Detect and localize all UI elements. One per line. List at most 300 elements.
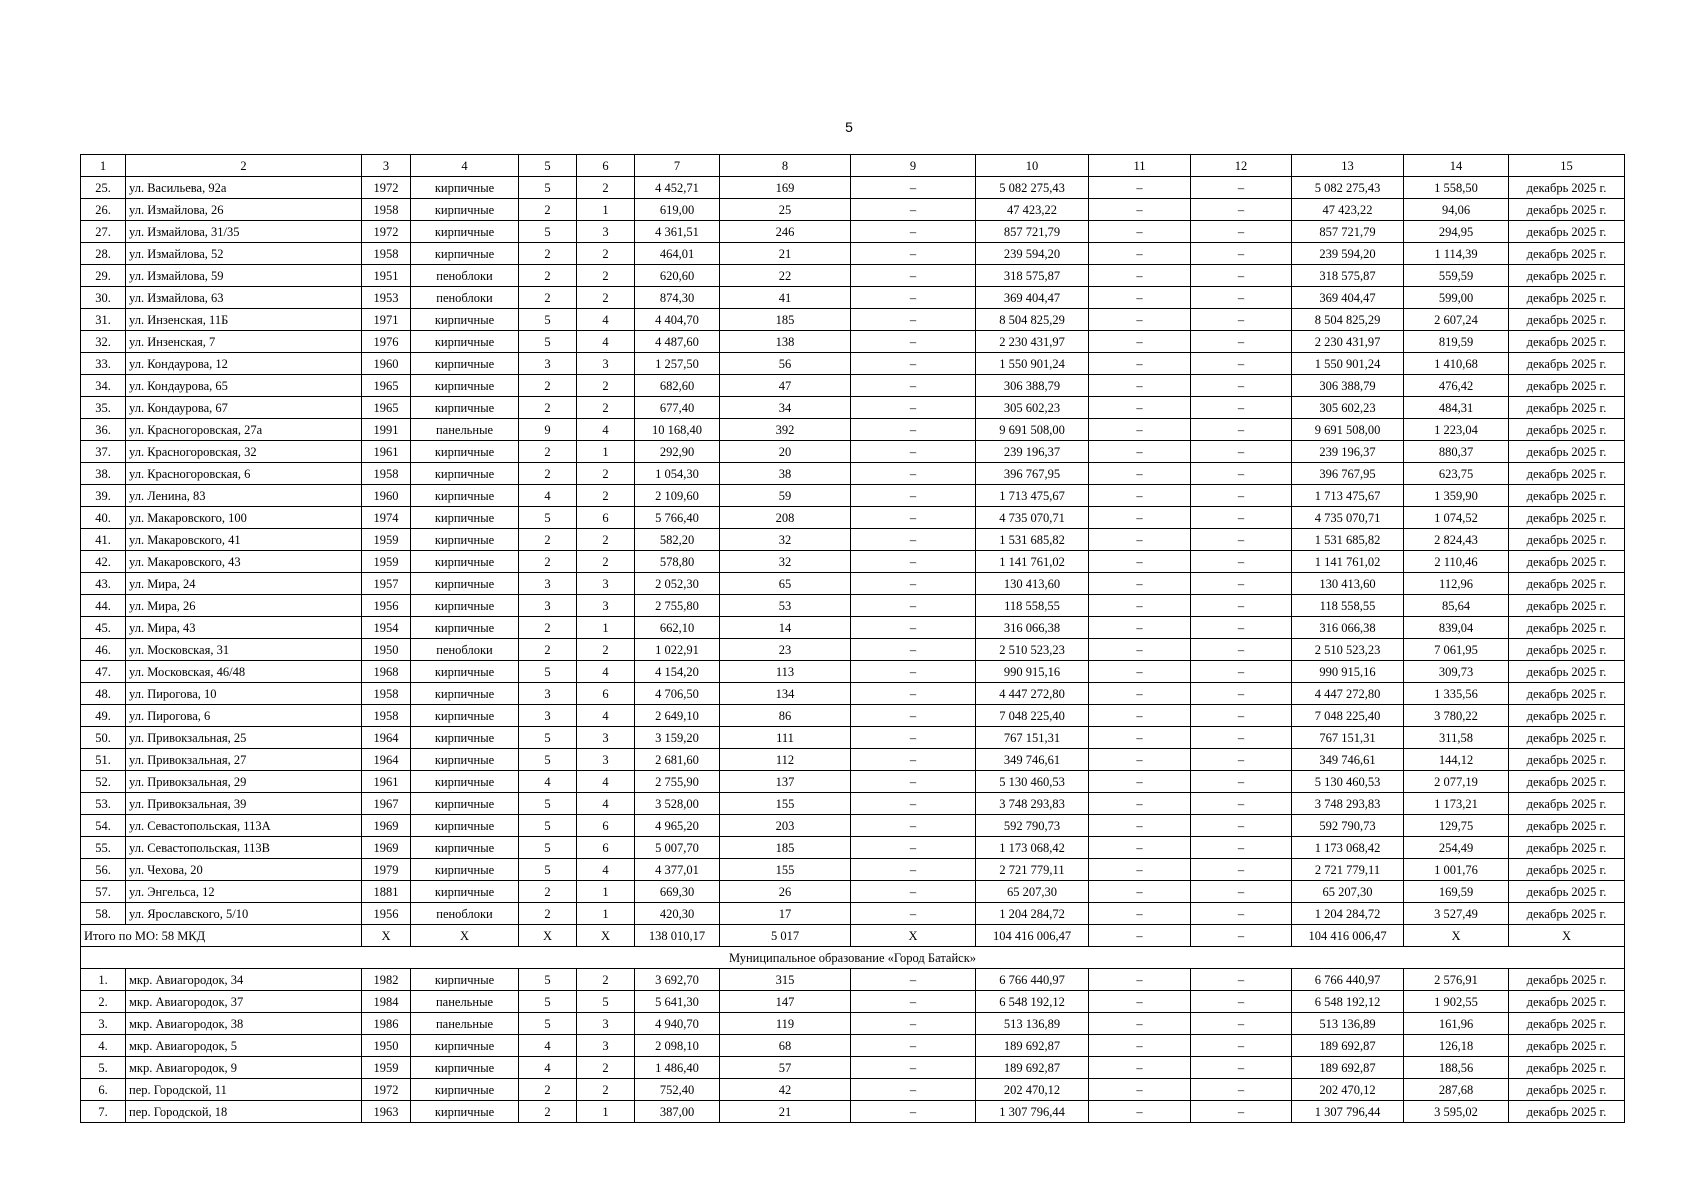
address-cell: пер. Городской, 18 [126, 1101, 362, 1123]
table-cell: 2 [519, 375, 577, 397]
total-cell: Х [411, 925, 519, 947]
table-cell: 1976 [362, 331, 411, 353]
table-cell: – [1191, 705, 1292, 727]
table-cell: 305 602,23 [976, 397, 1089, 419]
table-cell: 2 [519, 265, 577, 287]
table-cell: 592 790,73 [1292, 815, 1404, 837]
table-row [81, 265, 1625, 287]
table-cell: – [851, 309, 976, 331]
table-cell: 4 [577, 309, 635, 331]
total-section [81, 925, 1625, 969]
table-cell: 32 [720, 529, 851, 551]
header-cell: 5 [519, 155, 577, 177]
table-cell: декабрь 2025 г. [1509, 771, 1625, 793]
table-cell: – [1191, 837, 1292, 859]
table-cell: – [851, 1013, 976, 1035]
table-cell: 4 452,71 [635, 177, 720, 199]
table-cell: 1969 [362, 837, 411, 859]
table-cell: 2 052,30 [635, 573, 720, 595]
table-cell: 239 196,37 [1292, 441, 1404, 463]
table-cell: – [851, 639, 976, 661]
table-cell: 51. [81, 749, 126, 771]
table-cell: 880,37 [1404, 441, 1509, 463]
table-row [81, 441, 1625, 463]
table-cell: 3 [519, 705, 577, 727]
table-row [81, 727, 1625, 749]
table-cell: 21 [720, 1101, 851, 1123]
table-cell: 169 [720, 177, 851, 199]
table-cell: декабрь 2025 г. [1509, 815, 1625, 837]
table-cell: 5 [519, 661, 577, 683]
table-cell: кирпичные [411, 463, 519, 485]
header-cell: 7 [635, 155, 720, 177]
table-cell: – [1089, 529, 1191, 551]
table-cell: кирпичные [411, 595, 519, 617]
table-cell: 118 558,55 [1292, 595, 1404, 617]
table-cell: 1979 [362, 859, 411, 881]
address-cell: ул. Красногоровская, 32 [126, 441, 362, 463]
header-cell: 10 [976, 155, 1089, 177]
table-cell: – [1191, 529, 1292, 551]
table-cell: 25. [81, 177, 126, 199]
table-cell: – [1089, 859, 1191, 881]
table-row [81, 1101, 1625, 1123]
table-cell: 1968 [362, 661, 411, 683]
table-cell: – [1191, 749, 1292, 771]
table-row [81, 463, 1625, 485]
table-cell: – [851, 331, 976, 353]
table-cell: 3 [577, 727, 635, 749]
table-cell: 1 204 284,72 [976, 903, 1089, 925]
table-cell: – [851, 551, 976, 573]
table-cell: кирпичные [411, 837, 519, 859]
table-cell: 208 [720, 507, 851, 529]
table-cell: декабрь 2025 г. [1509, 353, 1625, 375]
table-cell: 7 061,95 [1404, 639, 1509, 661]
address-cell: ул. Васильева, 92а [126, 177, 362, 199]
table-row [81, 705, 1625, 727]
table-body-part-2 [81, 969, 1625, 1123]
housing-table [80, 154, 1625, 1123]
table-cell: 4 [577, 419, 635, 441]
table-cell: декабрь 2025 г. [1509, 397, 1625, 419]
table-cell: 155 [720, 859, 851, 881]
table-cell: 1 531 685,82 [976, 529, 1089, 551]
total-cell: Х [519, 925, 577, 947]
table-row [81, 177, 1625, 199]
table-cell: 65 [720, 573, 851, 595]
table-row [81, 397, 1625, 419]
table-row [81, 287, 1625, 309]
table-cell: – [1089, 639, 1191, 661]
table-cell: – [1191, 551, 1292, 573]
table-cell: 1 307 796,44 [1292, 1101, 1404, 1123]
table-cell: – [1191, 595, 1292, 617]
table-cell: 45. [81, 617, 126, 639]
table-cell: 3 528,00 [635, 793, 720, 815]
table-body-part-1 [81, 177, 1625, 925]
table-cell: кирпичные [411, 551, 519, 573]
table-cell: 1974 [362, 507, 411, 529]
table-row [81, 529, 1625, 551]
table-cell: 47. [81, 661, 126, 683]
table-cell: 2 [519, 529, 577, 551]
table-cell: 2 109,60 [635, 485, 720, 507]
table-cell: 2 230 431,97 [976, 331, 1089, 353]
table-cell: – [1191, 903, 1292, 925]
table-cell: – [1191, 507, 1292, 529]
table-cell: 2 [519, 287, 577, 309]
table-cell: – [851, 771, 976, 793]
table-cell: 2 [577, 1057, 635, 1079]
table-cell: декабрь 2025 г. [1509, 595, 1625, 617]
table-cell: 1 173 068,42 [976, 837, 1089, 859]
table-cell: 990 915,16 [976, 661, 1089, 683]
table-cell: 1959 [362, 551, 411, 573]
table-cell: 2 [577, 639, 635, 661]
table-cell: 6 766 440,97 [976, 969, 1089, 991]
table-cell: 28. [81, 243, 126, 265]
table-row [81, 661, 1625, 683]
table-cell: 2 721 779,11 [1292, 859, 1404, 881]
table-cell: 6 548 192,12 [976, 991, 1089, 1013]
table-cell: – [1191, 727, 1292, 749]
table-cell: 20 [720, 441, 851, 463]
table-cell: – [851, 243, 976, 265]
table-cell: – [1089, 265, 1191, 287]
total-cell: Х [1509, 925, 1625, 947]
table-cell: 4 [519, 771, 577, 793]
table-cell: – [1191, 881, 1292, 903]
address-cell: ул. Измайлова, 31/35 [126, 221, 362, 243]
table-cell: декабрь 2025 г. [1509, 507, 1625, 529]
table-cell: 305 602,23 [1292, 397, 1404, 419]
table-cell: декабрь 2025 г. [1509, 859, 1625, 881]
table-cell: – [1191, 177, 1292, 199]
table-cell: кирпичные [411, 683, 519, 705]
table-cell: 1 [577, 617, 635, 639]
table-cell: панельные [411, 1013, 519, 1035]
table-row [81, 331, 1625, 353]
table-cell: 48. [81, 683, 126, 705]
table-cell: 5 [519, 969, 577, 991]
table-cell: – [1089, 903, 1191, 925]
table-cell: 599,00 [1404, 287, 1509, 309]
table-cell: 874,30 [635, 287, 720, 309]
table-cell: 4 [519, 1057, 577, 1079]
section-row [81, 947, 1625, 969]
table-cell: декабрь 2025 г. [1509, 793, 1625, 815]
table-cell: 130 413,60 [976, 573, 1089, 595]
table-cell: 2 510 523,23 [1292, 639, 1404, 661]
table-cell: 5 641,30 [635, 991, 720, 1013]
table-cell: 5 130 460,53 [1292, 771, 1404, 793]
table-cell: – [1089, 485, 1191, 507]
table-cell: 4 [577, 793, 635, 815]
table-cell: – [851, 595, 976, 617]
table-cell: 369 404,47 [976, 287, 1089, 309]
table-cell: 559,59 [1404, 265, 1509, 287]
table-cell: 5 [519, 1013, 577, 1035]
table-cell: 476,42 [1404, 375, 1509, 397]
table-cell: 86 [720, 705, 851, 727]
table-cell: 1982 [362, 969, 411, 991]
table-cell: 4 487,60 [635, 331, 720, 353]
table-cell: 2 [577, 397, 635, 419]
table-cell: 3 595,02 [1404, 1101, 1509, 1123]
table-cell: 1 022,91 [635, 639, 720, 661]
table-row [81, 991, 1625, 1013]
table-cell: 2 721 779,11 [976, 859, 1089, 881]
table-cell: декабрь 2025 г. [1509, 463, 1625, 485]
table-cell: 1 257,50 [635, 353, 720, 375]
header-cell: 1 [81, 155, 126, 177]
table-cell: 161,96 [1404, 1013, 1509, 1035]
table-cell: 4 154,20 [635, 661, 720, 683]
address-cell: мкр. Авиагородок, 38 [126, 1013, 362, 1035]
table-cell: кирпичные [411, 221, 519, 243]
table-cell: 3 [577, 1013, 635, 1035]
table-cell: – [851, 661, 976, 683]
table-cell: 6 548 192,12 [1292, 991, 1404, 1013]
table-cell: 1965 [362, 375, 411, 397]
table-cell: 23 [720, 639, 851, 661]
table-cell: – [851, 177, 976, 199]
table-cell: 1 486,40 [635, 1057, 720, 1079]
table-row [81, 683, 1625, 705]
table-cell: – [851, 617, 976, 639]
table-cell: 369 404,47 [1292, 287, 1404, 309]
table-cell: – [1191, 309, 1292, 331]
table-cell: 484,31 [1404, 397, 1509, 419]
table-cell: декабрь 2025 г. [1509, 683, 1625, 705]
table-cell: 239 196,37 [976, 441, 1089, 463]
address-cell: ул. Привокзальная, 29 [126, 771, 362, 793]
table-cell: декабрь 2025 г. [1509, 1035, 1625, 1057]
table-cell: – [1191, 265, 1292, 287]
table-cell: 239 594,20 [976, 243, 1089, 265]
address-cell: ул. Привокзальная, 39 [126, 793, 362, 815]
table-cell: 1 074,52 [1404, 507, 1509, 529]
table-cell: декабрь 2025 г. [1509, 1079, 1625, 1101]
table-cell: кирпичные [411, 529, 519, 551]
table-row [81, 595, 1625, 617]
table-row [81, 771, 1625, 793]
table-cell: 41 [720, 287, 851, 309]
table-cell: 42. [81, 551, 126, 573]
table-cell: – [1089, 1035, 1191, 1057]
table-cell: кирпичные [411, 727, 519, 749]
table-cell: 5 [519, 815, 577, 837]
table-cell: 5 082 275,43 [976, 177, 1089, 199]
table-cell: 1960 [362, 353, 411, 375]
table-cell: – [1089, 881, 1191, 903]
table-cell: 315 [720, 969, 851, 991]
table-cell: декабрь 2025 г. [1509, 485, 1625, 507]
header-cell: 12 [1191, 155, 1292, 177]
table-cell: 1984 [362, 991, 411, 1013]
table-cell: 5 082 275,43 [1292, 177, 1404, 199]
table-cell: 1 307 796,44 [976, 1101, 1089, 1123]
table-cell: 239 594,20 [1292, 243, 1404, 265]
table-cell: 309,73 [1404, 661, 1509, 683]
table-cell: 990 915,16 [1292, 661, 1404, 683]
table-cell: – [1191, 287, 1292, 309]
table-cell: 40. [81, 507, 126, 529]
table-cell: – [851, 815, 976, 837]
table-cell: 3 159,20 [635, 727, 720, 749]
table-cell: кирпичные [411, 881, 519, 903]
table-cell: 4 [577, 331, 635, 353]
total-cell: 5 017 [720, 925, 851, 947]
table-cell: 41. [81, 529, 126, 551]
table-cell: 1 223,04 [1404, 419, 1509, 441]
table-cell: 1 141 761,02 [976, 551, 1089, 573]
table-cell: 47 423,22 [1292, 199, 1404, 221]
table-cell: 3 [577, 221, 635, 243]
table-cell: – [1191, 1057, 1292, 1079]
table-cell: 1958 [362, 683, 411, 705]
table-cell: 1954 [362, 617, 411, 639]
table-cell: – [1191, 375, 1292, 397]
total-cell: – [1089, 925, 1191, 947]
total-cell: Х [1404, 925, 1509, 947]
table-cell: 662,10 [635, 617, 720, 639]
table-cell: кирпичные [411, 441, 519, 463]
table-cell: 65 207,30 [976, 881, 1089, 903]
table-cell: 2 230 431,97 [1292, 331, 1404, 353]
table-cell: кирпичные [411, 705, 519, 727]
table-cell: 1959 [362, 529, 411, 551]
table-cell: 1 902,55 [1404, 991, 1509, 1013]
table-cell: 1986 [362, 1013, 411, 1035]
header-cell: 11 [1089, 155, 1191, 177]
table-cell: 1 335,56 [1404, 683, 1509, 705]
table-cell: 47 [720, 375, 851, 397]
table-cell: 2 [577, 375, 635, 397]
table-cell: кирпичные [411, 375, 519, 397]
table-cell: декабрь 2025 г. [1509, 375, 1625, 397]
address-cell: ул. Ленина, 83 [126, 485, 362, 507]
table-cell: декабрь 2025 г. [1509, 969, 1625, 991]
table-cell: – [851, 705, 976, 727]
table-cell: 387,00 [635, 1101, 720, 1123]
table-cell: 1972 [362, 1079, 411, 1101]
table-cell: – [851, 375, 976, 397]
total-cell: Х [577, 925, 635, 947]
table-cell: – [851, 1035, 976, 1057]
table-cell: 1991 [362, 419, 411, 441]
table-cell: 4 [519, 1035, 577, 1057]
table-cell: 1 550 901,24 [976, 353, 1089, 375]
table-cell: – [1191, 1101, 1292, 1123]
table-cell: 3 [577, 573, 635, 595]
table-cell: 138 [720, 331, 851, 353]
table-cell: 37. [81, 441, 126, 463]
total-cell: Х [362, 925, 411, 947]
table-row [81, 617, 1625, 639]
address-cell: ул. Привокзальная, 27 [126, 749, 362, 771]
address-cell: мкр. Авиагородок, 9 [126, 1057, 362, 1079]
table-cell: 1950 [362, 639, 411, 661]
address-cell: мкр. Авиагородок, 34 [126, 969, 362, 991]
table-cell: 10 168,40 [635, 419, 720, 441]
table-cell: декабрь 2025 г. [1509, 903, 1625, 925]
address-cell: ул. Севастопольская, 113А [126, 815, 362, 837]
table-cell: 3 692,70 [635, 969, 720, 991]
table-cell: кирпичные [411, 661, 519, 683]
table-cell: 5 [519, 309, 577, 331]
table-cell: 464,01 [635, 243, 720, 265]
table-cell: – [1089, 749, 1191, 771]
table-cell: 6 [577, 683, 635, 705]
table-cell: 1953 [362, 287, 411, 309]
table-cell: – [851, 1101, 976, 1123]
table-cell: 65 207,30 [1292, 881, 1404, 903]
table-cell: кирпичные [411, 177, 519, 199]
table-cell: 5 130 460,53 [976, 771, 1089, 793]
address-cell: ул. Чехова, 20 [126, 859, 362, 881]
table-row [81, 815, 1625, 837]
table-cell: – [1089, 1101, 1191, 1123]
address-cell: ул. Пирогова, 10 [126, 683, 362, 705]
table-cell: 55. [81, 837, 126, 859]
address-cell: ул. Инзенская, 7 [126, 331, 362, 353]
table-cell: 3 [577, 353, 635, 375]
table-cell: – [1191, 683, 1292, 705]
table-cell: 246 [720, 221, 851, 243]
table-cell: кирпичные [411, 749, 519, 771]
table-cell: 1 550 901,24 [1292, 353, 1404, 375]
table-cell: 189 692,87 [1292, 1057, 1404, 1079]
table-cell: 203 [720, 815, 851, 837]
table-cell: 4 [519, 485, 577, 507]
table-cell: 3 [577, 749, 635, 771]
table-cell: 2 [519, 243, 577, 265]
table-cell: – [1191, 1035, 1292, 1057]
table-cell: – [1089, 507, 1191, 529]
table-cell: 4 [577, 771, 635, 793]
table-cell: – [1191, 661, 1292, 683]
table-cell: 682,60 [635, 375, 720, 397]
table-cell: – [851, 485, 976, 507]
table-cell: 50. [81, 727, 126, 749]
table-cell: 2 [577, 1079, 635, 1101]
table-cell: декабрь 2025 г. [1509, 727, 1625, 749]
table-cell: 1 713 475,67 [1292, 485, 1404, 507]
table-cell: 4 [577, 661, 635, 683]
table-cell: кирпичные [411, 331, 519, 353]
table-cell: кирпичные [411, 793, 519, 815]
table-cell: 34 [720, 397, 851, 419]
address-cell: ул. Макаровского, 100 [126, 507, 362, 529]
table-cell: – [1191, 573, 1292, 595]
header-cell: 13 [1292, 155, 1404, 177]
table-cell: – [1089, 727, 1191, 749]
address-cell: ул. Кондаурова, 65 [126, 375, 362, 397]
table-cell: 582,20 [635, 529, 720, 551]
header-cell: 2 [126, 155, 362, 177]
table-cell: 1963 [362, 1101, 411, 1123]
table-row [81, 243, 1625, 265]
table-cell: – [851, 881, 976, 903]
table-cell: 3 748 293,83 [1292, 793, 1404, 815]
table-cell: 2 649,10 [635, 705, 720, 727]
table-cell: 5 [519, 793, 577, 815]
table-cell: 5 [519, 727, 577, 749]
table-cell: 1965 [362, 397, 411, 419]
table-cell: – [851, 419, 976, 441]
